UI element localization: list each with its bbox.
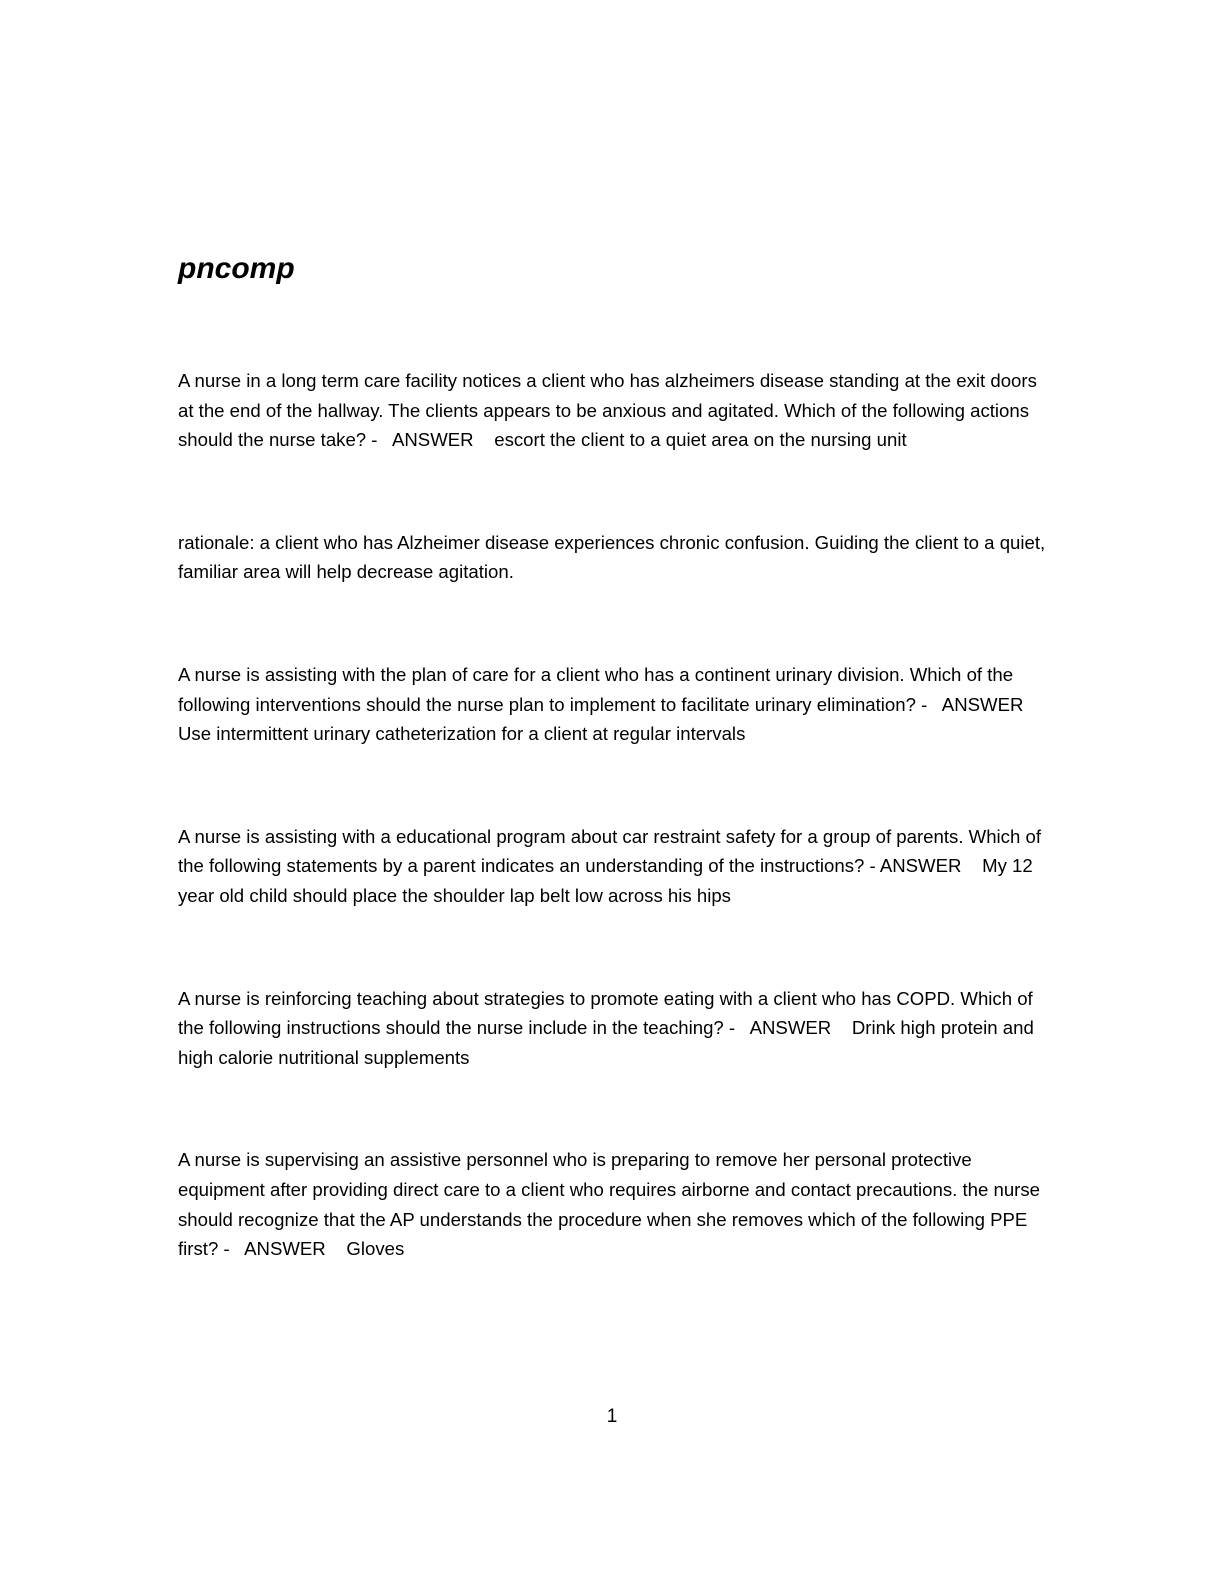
document-title: pncomp — [178, 252, 295, 285]
qa-paragraph: A nurse is assisting with a educational program about car restraint safety for a group of parents. Which of the following statements by a parent indicates an understanding of the instructions? - ANSWER My 12 year old child should place the shoulder lap belt low across his hips — [178, 825, 1047, 906]
page-number: 1 — [606, 1406, 618, 1427]
qa-paragraph: A nurse is assisting with the plan of care for a client who has a continent urinary division. Which of the following interventions should the nurse plan to implement to facilitate urinary elimination? - ANSWER Use intermittent urinary catheterization for a client at regular intervals — [178, 663, 1045, 745]
document-body — [178, 366, 1051, 1264]
qa-paragraph: A nurse is supervising an assistive personnel who is preparing to remove her personal protective equipment after providing direct care to a client who requires airborne and contact precautions. the nurse should recognize that the AP understands the procedure when she removes which of the following PPE first? - ANSWER Gloves — [178, 1149, 1046, 1260]
rationale-paragraph: rationale: a client who has Alzheimer disease experiences chronic confusion. Guiding the client to a quiet, familiar area will help decrease agitation. — [178, 531, 1051, 583]
qa-paragraph: A nurse in a long term care facility notices a client who has alzheimers disease standing at the exit doors at the end of the hallway. The clients appears to be anxious and agitated. Which of the following actions should the nurse take? - ANSWER escort the client to a quiet area on the nursing unit — [178, 370, 1043, 451]
qa-paragraph: A nurse is reinforcing teaching about strategies to promote eating with a client who has COPD. Which of the following instructions should the nurse include in the teaching? - ANSWER Drink high protein and high calorie nutritional supplements — [178, 987, 1039, 1068]
